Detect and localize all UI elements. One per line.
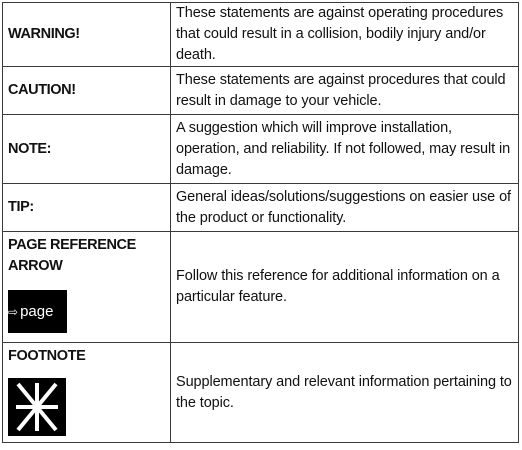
term-label: CAUTION!: [8, 82, 76, 98]
table-row-note: [3, 115, 519, 184]
term-label: PAGE REFERENCE ARROW: [8, 237, 136, 274]
description-text: General ideas/solutions/suggestions on easier use of the product or functionality.: [176, 188, 511, 226]
table-row-caution: [3, 67, 519, 115]
term-label: TIP:: [8, 199, 34, 215]
table-row-footnote: [3, 343, 519, 443]
symbol-legend-table: [2, 2, 519, 443]
term-label: FOOTNOTE: [8, 348, 86, 364]
term-label: NOTE:: [8, 140, 52, 157]
term-cell: [3, 115, 171, 184]
footnote-symbol: [8, 378, 66, 436]
page-reference-symbol-text: page: [20, 303, 54, 320]
description-text: Follow this reference for additional information on a particular feature.: [176, 268, 500, 305]
page-reference-symbol: [8, 290, 67, 333]
term-cell: [3, 184, 171, 232]
description-cell: [171, 115, 519, 184]
description-cell: [171, 184, 519, 232]
description-text: A suggestion which will improve installation, operation, and reliability. If not followed, may result in damage.: [176, 119, 511, 178]
term-label: WARNING!: [8, 26, 80, 42]
description-text: Supplementary and relevant information pertaining to the topic.: [176, 373, 512, 411]
term-cell: [3, 67, 171, 115]
description-cell: [171, 3, 519, 67]
arrow-right-outline-icon: ⇨: [8, 305, 19, 319]
table-row-warning: [3, 3, 519, 67]
description-text: These statements are against procedures that could result in damage to your vehicle.: [176, 71, 506, 109]
description-cell: [171, 232, 519, 343]
term-cell: [3, 232, 171, 343]
table-row-tip: [3, 184, 519, 232]
description-text: These statements are against operating procedures that could result in a collision, bodily injury and/or death.: [176, 5, 504, 63]
asterisk-icon: [8, 378, 66, 436]
term-cell: [3, 343, 171, 443]
description-cell: [171, 67, 519, 115]
term-cell: [3, 3, 171, 67]
description-cell: [171, 343, 519, 443]
table-row-page-reference-arrow: [3, 232, 519, 343]
